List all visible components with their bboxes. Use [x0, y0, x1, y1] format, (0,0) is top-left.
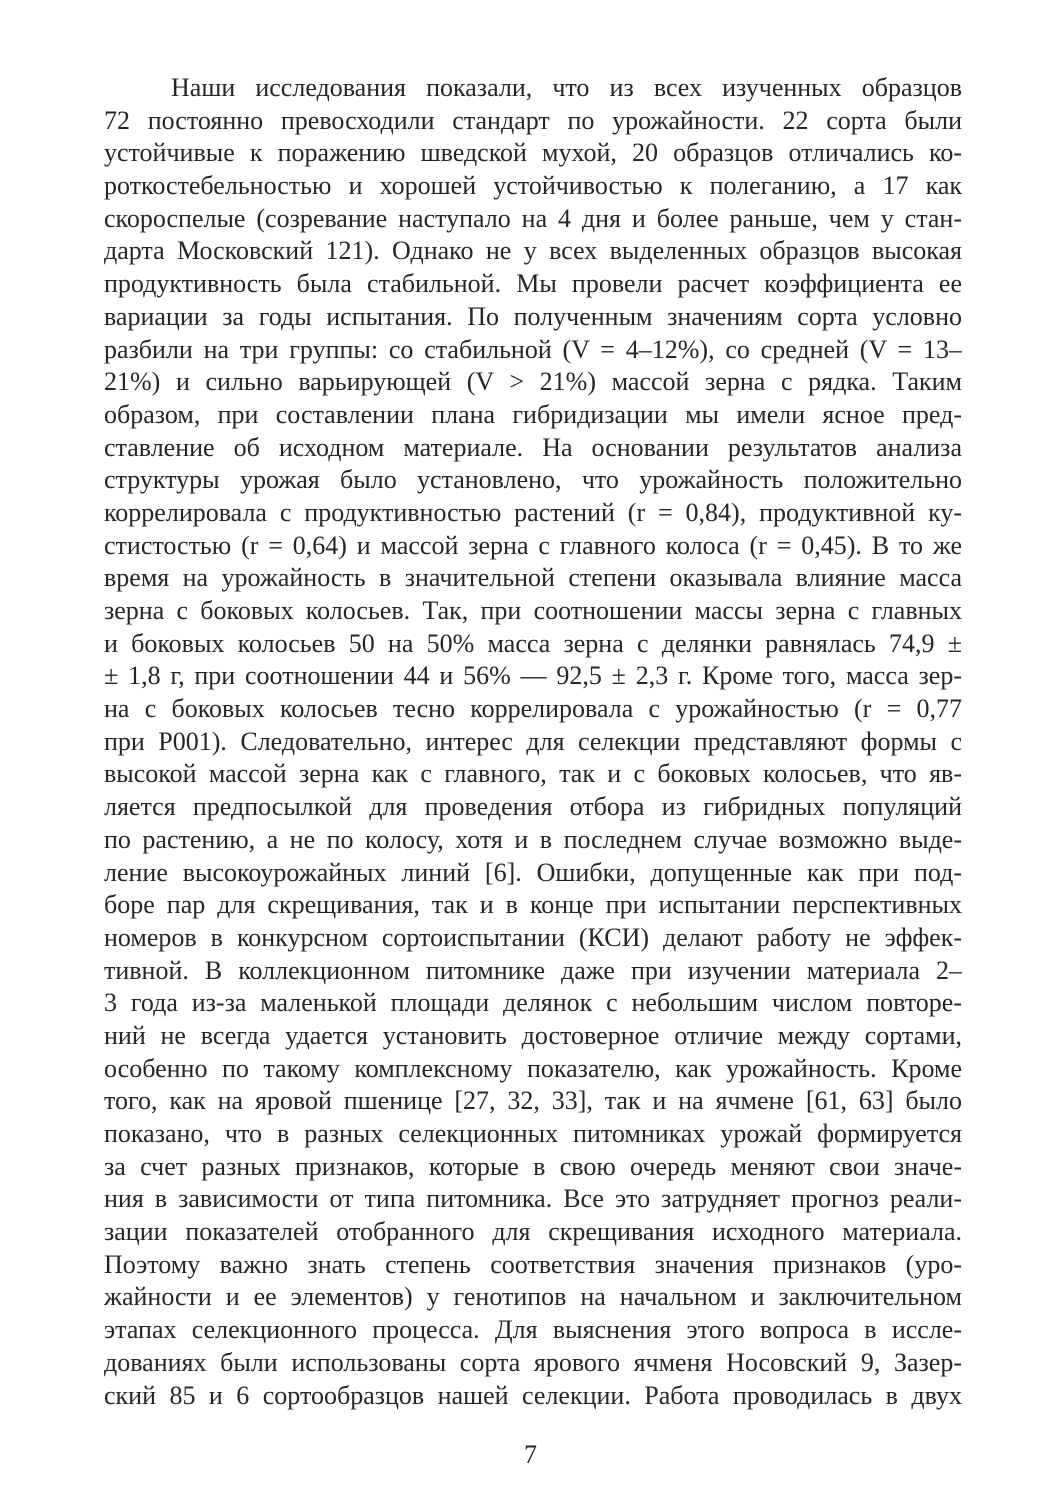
text-line: зации показателей отобранного для скрещивания исходного материала.	[104, 1217, 962, 1247]
text-line: боре пар для скрещивания, так и в конце при испытании перспективных	[104, 890, 962, 920]
text-line: Наши исследования показали, что из всех изученных образцов	[171, 73, 962, 102]
text-line: 3 года из-за маленькой площади делянок с небольшим числом повторе-	[104, 988, 962, 1018]
text-line: дарта Московский 121). Однако не у всех выделенных образцов высокая	[104, 236, 962, 266]
text-line: на с боковых колосьев тесно коррелировала с урожайностью (r = 0,77	[104, 694, 962, 724]
text-line: вариации за годы испытания. По полученным значениям сорта условно	[104, 301, 962, 331]
body-text	[104, 72, 962, 1412]
text-line: скороспелые (созревание наступало на 4 дня и более раньше, чем у стан-	[104, 203, 962, 233]
text-line: ление высокоурожайных линий [6]. Ошибки, допущенные как при под-	[104, 857, 962, 887]
text-line: образом, при составлении плана гибридизации мы имели ясное пред-	[104, 399, 962, 429]
text-line: при P001). Следовательно, интерес для селекции представляют формы с	[104, 726, 962, 756]
text-line: ляется предпосылкой для проведения отбора из гибридных популяций	[104, 792, 962, 822]
text-line: время на урожайность в значительной степени оказывала влияние масса	[104, 563, 962, 593]
text-line: показано, что в разных селекционных питомниках урожай формируется	[104, 1119, 962, 1148]
text-line: коррелировала с продуктивностью растений (r = 0,84), продуктивной ку-	[104, 497, 962, 527]
text-line: этапах селекционного процесса. Для выяснения этого вопроса в иссле-	[104, 1315, 962, 1345]
text-line: ± 1,8 г, при соотношении 44 и 56% — 92,5 ± 2,3 г. Кроме того, масса зер-	[104, 661, 962, 691]
text-line: ский 85 и 6 сортообразцов нашей селекции. Работа проводилась в двух	[104, 1380, 962, 1410]
text-line: номеров в конкурсном сортоиспытании (КСИ) делают работу не эффек-	[104, 922, 962, 952]
page-number: 7	[524, 1440, 537, 1469]
text-line: стистостью (r = 0,64) и массой зерна с главного колоса (r = 0,45). В то же	[104, 530, 962, 560]
text-line: жайности и ее элементов) у генотипов на начальном и заключительном	[104, 1282, 962, 1312]
text-line: устойчивые к поражению шведской мухой, 20 образцов отличались ко-	[104, 138, 962, 168]
text-line: ставление об исходном материале. На основании результатов анализа	[104, 432, 962, 462]
text-line: тивной. В коллекционном питомнике даже при изучении материала 2–	[104, 955, 962, 985]
text-line: зерна с боковых колосьев. Так, при соотношении массы зерна с главных	[104, 596, 962, 625]
text-line: того, как на яровой пшенице [27, 32, 33], так и на ячмене [61, 63] было	[104, 1086, 962, 1116]
text-line: Поэтому важно знать степень соответствия значения признаков (уро-	[104, 1249, 962, 1279]
text-line: ния в зависимости от типа питомника. Все это затрудняет прогноз реали-	[104, 1184, 962, 1214]
text-line: продуктивность была стабильной. Мы провели расчет коэффициента ее	[104, 269, 962, 299]
text-line: ний не всегда удается установить достоверное отличие между сортами,	[104, 1020, 962, 1050]
text-line: по растению, а не по колосу, хотя и в последнем случае возможно выде-	[104, 824, 962, 854]
text-line: особенно по такому комплексному показателю, как урожайность. Кроме	[104, 1053, 962, 1083]
text-line: 21%) и сильно варьирующей (V > 21%) массой зерна с рядка. Таким	[104, 367, 962, 397]
text-line: разбили на три группы: со стабильной (V = 4–12%), со средней (V = 13–	[104, 334, 962, 364]
text-line: 72 постоянно превосходили стандарт по урожайности. 22 сорта были	[104, 105, 962, 135]
text-line: и боковых колосьев 50 на 50% масса зерна с делянки равнялась 74,9 ±	[104, 628, 962, 658]
text-line: структуры урожая было установлено, что урожайность положительно	[104, 465, 962, 495]
text-line: роткостебельностью и хорошей устойчивостью к полеганию, а 17 как	[104, 171, 962, 201]
text-line: за счет разных признаков, которые в свою очередь меняют свои значе-	[104, 1151, 962, 1181]
text-line: дованиях были использованы сорта ярового ячменя Носовский 9, Зазер-	[104, 1347, 962, 1377]
text-line: высокой массой зерна как с главного, так и с боковых колосьев, что яв-	[104, 759, 962, 789]
